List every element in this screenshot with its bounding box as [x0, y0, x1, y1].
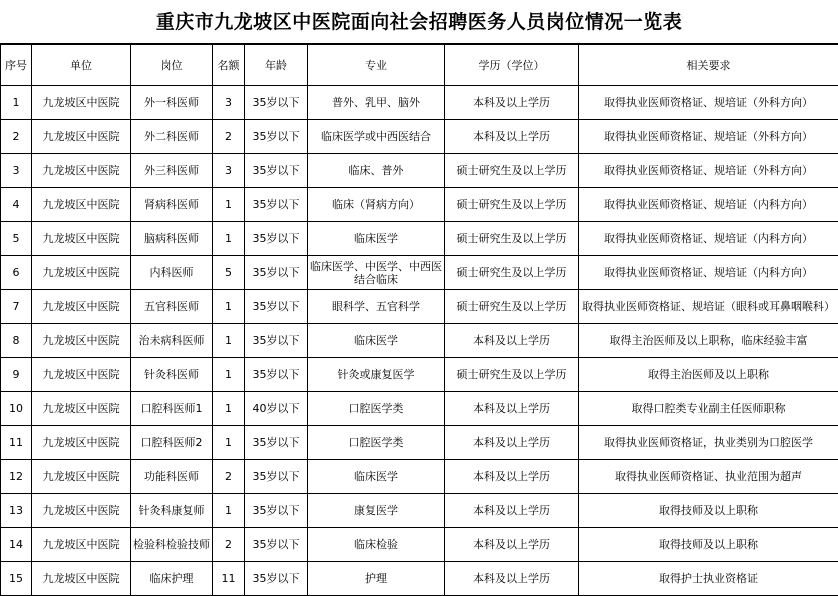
positions-table — [0, 44, 838, 596]
cell-unit[interactable]: 九龙坡区中医院 — [32, 324, 131, 358]
cell-no[interactable]: 12 — [1, 460, 32, 494]
cell-quota[interactable]: 11 — [213, 562, 245, 596]
cell-unit[interactable]: 九龙坡区中医院 — [32, 426, 131, 460]
cell-no[interactable]: 11 — [1, 426, 32, 460]
cell-education[interactable]: 本科及以上学历 — [445, 528, 579, 562]
cell-requirements[interactable]: 取得口腔类专业副主任医师职称 — [579, 392, 838, 426]
cell-unit[interactable]: 九龙坡区中医院 — [32, 154, 131, 188]
cell-age[interactable]: 35岁以下 — [245, 460, 308, 494]
cell-requirements[interactable]: 取得执业医师资格证、规培证（内科方向） — [579, 222, 838, 256]
cell-post[interactable]: 外二科医师 — [131, 120, 213, 154]
header-cell-requirements[interactable]: 相关要求 — [579, 45, 838, 86]
header-cell-no[interactable]: 序号 — [1, 45, 32, 86]
cell-unit[interactable]: 九龙坡区中医院 — [32, 86, 131, 120]
cell-post[interactable]: 针灸科康复师 — [131, 494, 213, 528]
cell-post[interactable]: 治未病科医师 — [131, 324, 213, 358]
cell-major[interactable]: 眼科学、五官科学 — [308, 290, 445, 324]
table-row — [1, 188, 838, 222]
cell-age[interactable]: 35岁以下 — [245, 290, 308, 324]
cell-major[interactable]: 口腔医学类 — [308, 392, 445, 426]
header-cell-major[interactable]: 专业 — [308, 45, 445, 86]
cell-post[interactable]: 功能科医师 — [131, 460, 213, 494]
table-row — [1, 256, 838, 290]
cell-unit[interactable]: 九龙坡区中医院 — [32, 120, 131, 154]
cell-no[interactable]: 5 — [1, 222, 32, 256]
cell-quota[interactable]: 1 — [213, 290, 245, 324]
cell-unit[interactable]: 九龙坡区中医院 — [32, 256, 131, 290]
header-cell-post[interactable]: 岗位 — [131, 45, 213, 86]
cell-major[interactable]: 康复医学 — [308, 494, 445, 528]
header-row — [1, 45, 838, 86]
cell-post[interactable]: 口腔科医师2 — [131, 426, 213, 460]
cell-no[interactable]: 1 — [1, 86, 32, 120]
header-cell-age[interactable]: 年龄 — [245, 45, 308, 86]
table-row — [1, 426, 838, 460]
cell-quota[interactable]: 2 — [213, 120, 245, 154]
cell-unit[interactable]: 九龙坡区中医院 — [32, 562, 131, 596]
cell-age[interactable]: 35岁以下 — [245, 86, 308, 120]
cell-age[interactable]: 35岁以下 — [245, 188, 308, 222]
cell-age[interactable]: 35岁以下 — [245, 494, 308, 528]
cell-quota[interactable]: 1 — [213, 494, 245, 528]
table-row — [1, 120, 838, 154]
cell-quota[interactable]: 1 — [213, 324, 245, 358]
cell-post[interactable]: 临床护理 — [131, 562, 213, 596]
cell-no[interactable]: 10 — [1, 392, 32, 426]
cell-quota[interactable]: 2 — [213, 528, 245, 562]
cell-major[interactable]: 临床（肾病方向） — [308, 188, 445, 222]
cell-quota[interactable]: 1 — [213, 392, 245, 426]
cell-education[interactable]: 硕士研究生及以上学历 — [445, 256, 579, 290]
cell-requirements[interactable]: 取得执业医师资格证、执业范围为超声 — [579, 460, 838, 494]
cell-major[interactable]: 临床医学 — [308, 460, 445, 494]
table-row — [1, 358, 838, 392]
cell-education[interactable]: 本科及以上学历 — [445, 392, 579, 426]
header-cell-unit[interactable]: 单位 — [32, 45, 131, 86]
cell-quota[interactable]: 3 — [213, 86, 245, 120]
cell-quota[interactable]: 3 — [213, 154, 245, 188]
table-row — [1, 290, 838, 324]
table-row — [1, 392, 838, 426]
cell-unit[interactable]: 九龙坡区中医院 — [32, 222, 131, 256]
cell-post[interactable]: 肾病科医师 — [131, 188, 213, 222]
cell-major[interactable]: 临床医学或中西医结合 — [308, 120, 445, 154]
cell-education[interactable]: 本科及以上学历 — [445, 324, 579, 358]
cell-unit[interactable]: 九龙坡区中医院 — [32, 188, 131, 222]
cell-age[interactable]: 35岁以下 — [245, 222, 308, 256]
cell-post[interactable]: 针灸科医师 — [131, 358, 213, 392]
cell-post[interactable]: 内科医师 — [131, 256, 213, 290]
cell-major[interactable]: 护理 — [308, 562, 445, 596]
cell-education[interactable]: 硕士研究生及以上学历 — [445, 358, 579, 392]
cell-requirements[interactable]: 取得执业医师资格证、规培证（内科方向） — [579, 188, 838, 222]
cell-age[interactable]: 35岁以下 — [245, 324, 308, 358]
cell-requirements[interactable]: 取得执业医师资格证、规培证（眼科或耳鼻咽喉科） — [579, 290, 838, 324]
cell-requirements[interactable]: 取得主治医师及以上职称，临床经验丰富 — [579, 324, 838, 358]
cell-no[interactable]: 4 — [1, 188, 32, 222]
cell-unit[interactable]: 九龙坡区中医院 — [32, 460, 131, 494]
table-row — [1, 324, 838, 358]
cell-education[interactable]: 本科及以上学历 — [445, 562, 579, 596]
cell-requirements[interactable]: 取得主治医师及以上职称 — [579, 358, 838, 392]
cell-quota[interactable]: 2 — [213, 460, 245, 494]
cell-requirements[interactable]: 取得技师及以上职称 — [579, 528, 838, 562]
cell-unit[interactable]: 九龙坡区中医院 — [32, 494, 131, 528]
cell-unit[interactable]: 九龙坡区中医院 — [32, 358, 131, 392]
cell-major[interactable]: 临床医学 — [308, 324, 445, 358]
cell-no[interactable]: 7 — [1, 290, 32, 324]
cell-education[interactable]: 本科及以上学历 — [445, 86, 579, 120]
table-row — [1, 222, 838, 256]
cell-major[interactable]: 普外、乳甲、脑外 — [308, 86, 445, 120]
cell-no[interactable]: 14 — [1, 528, 32, 562]
header-cell-quota[interactable]: 名额 — [213, 45, 245, 86]
cell-education[interactable]: 硕士研究生及以上学历 — [445, 154, 579, 188]
cell-age[interactable]: 35岁以下 — [245, 562, 308, 596]
table-row — [1, 86, 838, 120]
cell-no[interactable]: 13 — [1, 494, 32, 528]
cell-unit[interactable]: 九龙坡区中医院 — [32, 290, 131, 324]
cell-age[interactable]: 35岁以下 — [245, 528, 308, 562]
cell-education[interactable]: 本科及以上学历 — [445, 120, 579, 154]
cell-requirements[interactable]: 取得执业医师资格证、规培证（外科方向） — [579, 120, 838, 154]
cell-major[interactable]: 口腔医学类 — [308, 426, 445, 460]
cell-no[interactable]: 2 — [1, 120, 32, 154]
cell-age[interactable]: 35岁以下 — [245, 256, 308, 290]
sheet-title[interactable]: 重庆市九龙坡区中医院面向社会招聘医务人员岗位情况一览表 — [0, 0, 838, 44]
cell-quota[interactable]: 1 — [213, 222, 245, 256]
cell-no[interactable]: 6 — [1, 256, 32, 290]
cell-no[interactable]: 9 — [1, 358, 32, 392]
table-row — [1, 154, 838, 188]
cell-education[interactable]: 硕士研究生及以上学历 — [445, 222, 579, 256]
cell-age[interactable]: 35岁以下 — [245, 154, 308, 188]
cell-post[interactable]: 五官科医师 — [131, 290, 213, 324]
cell-requirements[interactable]: 取得执业医师资格证，执业类别为口腔医学 — [579, 426, 838, 460]
cell-education[interactable]: 本科及以上学历 — [445, 426, 579, 460]
cell-requirements[interactable]: 取得执业医师资格证、规培证（内科方向） — [579, 256, 838, 290]
cell-education[interactable]: 硕士研究生及以上学历 — [445, 188, 579, 222]
cell-quota[interactable]: 1 — [213, 358, 245, 392]
cell-no[interactable]: 15 — [1, 562, 32, 596]
cell-age[interactable]: 40岁以下 — [245, 392, 308, 426]
cell-post[interactable]: 检验科检验技师 — [131, 528, 213, 562]
cell-post[interactable]: 脑病科医师 — [131, 222, 213, 256]
cell-unit[interactable]: 九龙坡区中医院 — [32, 392, 131, 426]
cell-post[interactable]: 外三科医师 — [131, 154, 213, 188]
table-row — [1, 494, 838, 528]
cell-education[interactable]: 本科及以上学历 — [445, 460, 579, 494]
cell-major[interactable]: 临床检验 — [308, 528, 445, 562]
cell-quota[interactable]: 1 — [213, 188, 245, 222]
table-row — [1, 460, 838, 494]
cell-post[interactable]: 外一科医师 — [131, 86, 213, 120]
cell-post[interactable]: 口腔科医师1 — [131, 392, 213, 426]
cell-major[interactable]: 临床医学 — [308, 222, 445, 256]
cell-requirements[interactable]: 取得执业医师资格证、规培证（外科方向） — [579, 86, 838, 120]
cell-age[interactable]: 35岁以下 — [245, 426, 308, 460]
table-row — [1, 528, 838, 562]
table-row — [1, 562, 838, 596]
cell-education[interactable]: 本科及以上学历 — [445, 494, 579, 528]
cell-unit[interactable]: 九龙坡区中医院 — [32, 528, 131, 562]
cell-requirements[interactable]: 取得技师及以上职称 — [579, 494, 838, 528]
cell-requirements[interactable]: 取得执业医师资格证、规培证（外科方向） — [579, 154, 838, 188]
cell-major[interactable]: 针灸或康复医学 — [308, 358, 445, 392]
cell-quota[interactable]: 5 — [213, 256, 245, 290]
cell-education[interactable]: 硕士研究生及以上学历 — [445, 290, 579, 324]
header-cell-education[interactable]: 学历（学位） — [445, 45, 579, 86]
cell-no[interactable]: 3 — [1, 154, 32, 188]
cell-requirements[interactable]: 取得护士执业资格证 — [579, 562, 838, 596]
cell-age[interactable]: 35岁以下 — [245, 120, 308, 154]
cell-quota[interactable]: 1 — [213, 426, 245, 460]
cell-age[interactable]: 35岁以下 — [245, 358, 308, 392]
cell-major[interactable]: 临床、普外 — [308, 154, 445, 188]
cell-major[interactable]: 临床医学、中医学、中西医结合临床 — [308, 256, 445, 290]
cell-no[interactable]: 8 — [1, 324, 32, 358]
